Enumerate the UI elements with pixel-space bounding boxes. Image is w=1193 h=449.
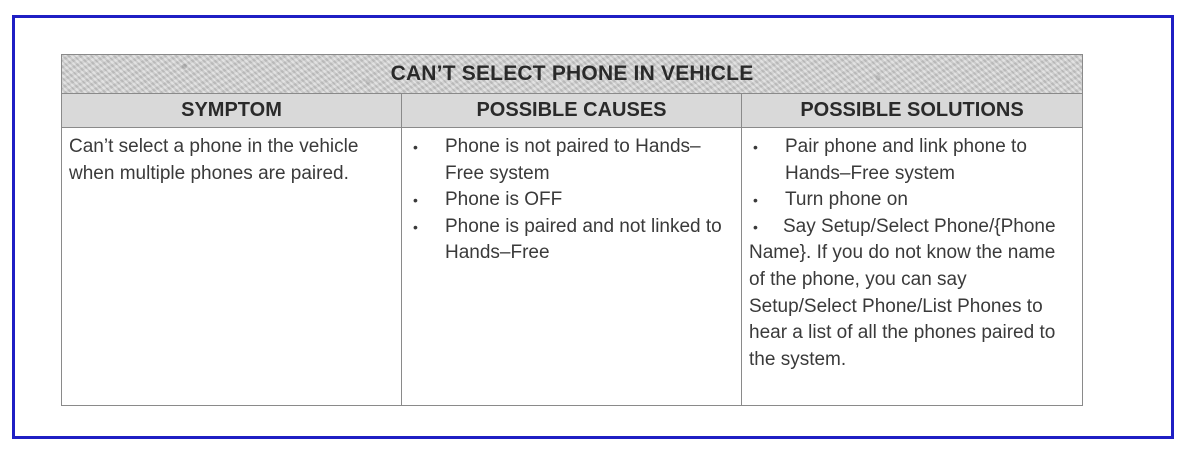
header-possible-solutions: POSSIBLE SOLUTIONS [800, 99, 1024, 121]
bullet-icon: • [413, 218, 418, 235]
header-symptom: SYMPTOM [62, 94, 402, 127]
table-title: CAN’T SELECT PHONE IN VEHICLE [390, 62, 754, 85]
solution-text: Pair phone and link phone to Hands–Free system [785, 136, 1027, 184]
list-item [409, 187, 735, 214]
list-item [749, 187, 1076, 214]
table-title-row [62, 55, 1082, 94]
solution-text: Turn phone on [785, 189, 908, 211]
bullet-icon: • [753, 139, 758, 155]
bullet-icon: • [413, 192, 418, 209]
list-item [749, 134, 1076, 187]
causes-list [409, 134, 735, 267]
bullet-icon: • [753, 218, 758, 235]
bullet-icon: • [413, 139, 418, 155]
bullet-icon: • [753, 192, 758, 209]
symptom-text: Can’t select a phone in the vehicle when multiple phones are paired. [69, 136, 359, 184]
list-item [409, 214, 735, 267]
troubleshooting-table [61, 54, 1083, 406]
table-header-row [62, 94, 1082, 128]
solution-paragraph [749, 214, 1076, 374]
list-item [409, 134, 735, 187]
symptom-cell [62, 128, 402, 405]
solutions-list [749, 134, 1076, 214]
solutions-cell [742, 128, 1082, 405]
table-row [62, 128, 1082, 405]
cause-text: Phone is OFF [445, 189, 563, 211]
header-possible-causes: POSSIBLE CAUSES [402, 94, 742, 127]
cause-text: Phone is not paired to Hands–Free system [445, 136, 701, 184]
solution-text: Say Setup/Select Phone/{Phone Name}. If you do not know the name of the phone, you can say Setup/Select Phone/List Phones to hear a list of all the phones paired to the system. [749, 215, 1056, 370]
cause-text: Phone is paired and not linked to Hands–Free [445, 215, 722, 264]
document-frame [12, 15, 1174, 439]
causes-cell [402, 128, 742, 405]
